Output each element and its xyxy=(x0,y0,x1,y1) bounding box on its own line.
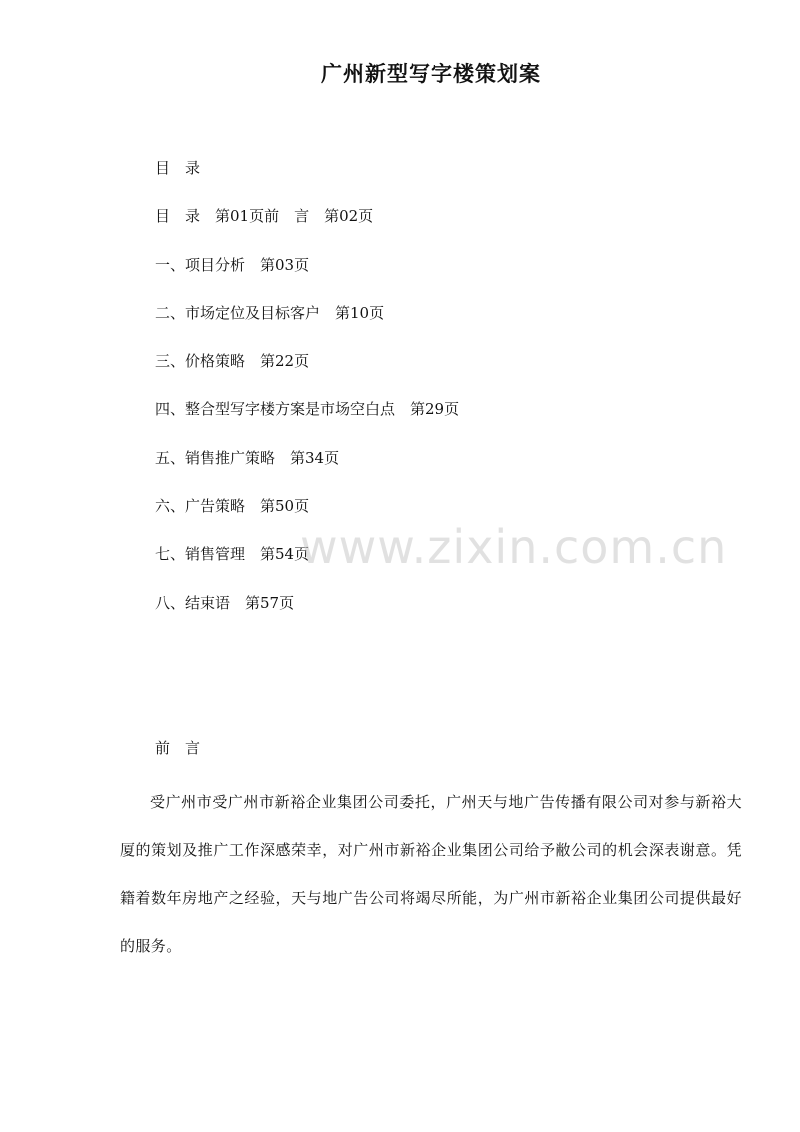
preface-paragraph: 受广州市受广州市新裕企业集团公司委托，广州天与地广告传播有限公司对参与新裕大厦的策划及推广工作深感荣幸，对广州市新裕企业集团公司给予敝公司的机会深表谢意。凭籍着数年房地产之经验，天与地广告公司将竭尽所能，为广州市新裕企业集团公司提供最好的服务。 xyxy=(120,793,742,955)
toc-item: 三、价格策略 第22页 xyxy=(155,352,310,370)
toc-item: 目 录 第01页前 言 第02页 xyxy=(155,207,374,225)
watermark: www.zixin.com.cn xyxy=(300,520,728,574)
toc-item: 六、广告策略 第50页 xyxy=(155,497,310,515)
toc-item: 五、销售推广策略 第34页 xyxy=(155,449,340,467)
toc-heading: 目 录 xyxy=(155,159,201,177)
document-title: 广州新型写字楼策划案 xyxy=(321,62,541,86)
toc-item: 二、市场定位及目标客户 第10页 xyxy=(155,304,385,322)
preface-heading: 前 言 xyxy=(155,739,201,757)
toc-item: 七、销售管理 第54页 xyxy=(155,545,310,563)
toc-item: 四、整合型写字楼方案是市场空白点 第29页 xyxy=(155,400,460,418)
toc-item: 一、项目分析 第03页 xyxy=(155,256,310,274)
toc-item: 八、结束语 第57页 xyxy=(155,594,295,612)
